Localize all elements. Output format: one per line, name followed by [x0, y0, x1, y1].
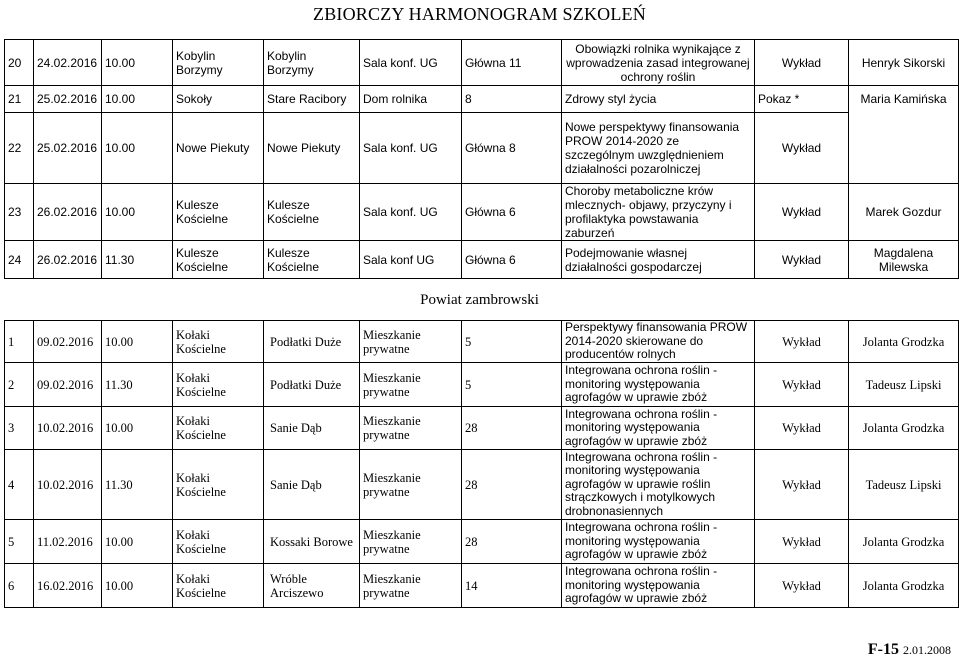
table-row [5, 184, 959, 241]
cell-time: 11.30 [102, 363, 173, 407]
cell-address: 28 [462, 520, 562, 564]
cell-town: Wróble Arciszewo [264, 564, 360, 608]
cell-gmina: Kulesze Kościelne [173, 184, 264, 241]
schedule-table-2 [4, 320, 959, 608]
table-row [5, 363, 959, 407]
cell-form: Wykład [755, 40, 849, 86]
cell-date: 26.02.2016 [34, 184, 102, 241]
cell-no: 6 [5, 564, 34, 608]
cell-topic: Integrowana ochrona roślin - monitoring występowania agrofagów w uprawie zbóż [562, 363, 755, 407]
cell-topic: Podejmowanie własnej działalności gospodarczej [562, 241, 755, 279]
cell-no: 20 [5, 40, 34, 86]
cell-topic: Zdrowy styl życia [562, 86, 755, 113]
table-row [5, 321, 959, 363]
cell-gmina: Kołaki Kościelne [173, 564, 264, 608]
cell-address: 5 [462, 321, 562, 363]
cell-date: 10.02.2016 [34, 407, 102, 450]
form-footer [868, 641, 951, 659]
cell-place: Mieszkanie prywatne [360, 407, 462, 450]
table-row [5, 86, 959, 113]
cell-time: 10.00 [102, 520, 173, 564]
cell-time: 10.00 [102, 564, 173, 608]
cell-place: Sala konf. UG [360, 40, 462, 86]
cell-address: Główna 11 [462, 40, 562, 86]
table-row [5, 450, 959, 520]
cell-town: Sanie Dąb [264, 450, 360, 520]
cell-time: 10.00 [102, 321, 173, 363]
cell-address: 8 [462, 86, 562, 113]
table-row [5, 113, 959, 184]
cell-date: 10.02.2016 [34, 450, 102, 520]
cell-topic: Integrowana ochrona roślin - monitoring występowania agrofagów w uprawie roślin strączkowych i motylkowych drobnonasiennych [562, 450, 755, 520]
page-title: ZBIORCZY HARMONOGRAM SZKOLEŃ [313, 4, 646, 24]
cell-time: 10.00 [102, 86, 173, 113]
cell-address: Główna 6 [462, 241, 562, 279]
cell-lecturer: Jolanta Grodzka [849, 520, 959, 564]
cell-place: Sala konf. UG [360, 113, 462, 184]
cell-place: Sala konf. UG [360, 184, 462, 241]
cell-place: Mieszkanie prywatne [360, 564, 462, 608]
table-row [5, 40, 959, 86]
cell-town: Nowe Piekuty [264, 113, 360, 184]
cell-gmina: Kołaki Kościelne [173, 520, 264, 564]
cell-topic: Nowe perspektywy finansowania PROW 2014-2020 ze szczególnym uwzględnieniem działalności pozarolniczej [562, 113, 755, 184]
cell-address: 28 [462, 450, 562, 520]
cell-address: Główna 8 [462, 113, 562, 184]
cell-town: Kulesze Kościelne [264, 184, 360, 241]
cell-time: 11.30 [102, 241, 173, 279]
cell-form: Wykład [755, 520, 849, 564]
cell-gmina: Kołaki Kościelne [173, 450, 264, 520]
cell-place: Mieszkanie prywatne [360, 450, 462, 520]
cell-date: 24.02.2016 [34, 40, 102, 86]
cell-date: 25.02.2016 [34, 86, 102, 113]
form-date: 2.01.2008 [903, 643, 951, 657]
cell-date: 09.02.2016 [34, 321, 102, 363]
cell-place: Dom rolnika [360, 86, 462, 113]
cell-form: Wykład [755, 241, 849, 279]
cell-gmina: Kobylin Borzymy [173, 40, 264, 86]
cell-date: 25.02.2016 [34, 113, 102, 184]
cell-address: 28 [462, 407, 562, 450]
cell-town: Kossaki Borowe [264, 520, 360, 564]
cell-no: 4 [5, 450, 34, 520]
cell-form: Wykład [755, 184, 849, 241]
cell-lecturer: Marek Gozdur [849, 184, 959, 241]
cell-address: 5 [462, 363, 562, 407]
cell-no: 2 [5, 363, 34, 407]
cell-gmina: Kołaki Kościelne [173, 321, 264, 363]
table-row [5, 241, 959, 279]
cell-form: Wykład [755, 407, 849, 450]
cell-town: Stare Racibory [264, 86, 360, 113]
cell-gmina: Nowe Piekuty [173, 113, 264, 184]
cell-lecturer: Magdalena Milewska [849, 241, 959, 279]
cell-no: 23 [5, 184, 34, 241]
cell-no: 21 [5, 86, 34, 113]
table-row [5, 564, 959, 608]
cell-date: 11.02.2016 [34, 520, 102, 564]
cell-gmina: Sokoły [173, 86, 264, 113]
cell-date: 09.02.2016 [34, 363, 102, 407]
cell-topic: Perspektywy finansowania PROW 2014-2020 skierowane do producentów rolnych [562, 321, 755, 363]
cell-town: Podłatki Duże [264, 363, 360, 407]
cell-topic: Integrowana ochrona roślin - monitoring występowania agrofagów w uprawie zbóż [562, 407, 755, 450]
form-code: F-15 [867, 641, 899, 658]
cell-town: Kobylin Borzymy [264, 40, 360, 86]
table-row [5, 407, 959, 450]
cell-lecturer: Jolanta Grodzka [849, 564, 959, 608]
cell-place: Mieszkanie prywatne [360, 321, 462, 363]
cell-no: 24 [5, 241, 34, 279]
cell-time: 10.00 [102, 40, 173, 86]
cell-town: Kulesze Kościelne [264, 241, 360, 279]
cell-lecturer: Tadeusz Lipski [849, 450, 959, 520]
cell-no: 3 [5, 407, 34, 450]
cell-place: Sala konf UG [360, 241, 462, 279]
cell-form: Wykład [755, 363, 849, 407]
cell-lecturer: Henryk Sikorski [849, 40, 959, 86]
cell-gmina: Kołaki Kościelne [173, 407, 264, 450]
cell-no: 1 [5, 321, 34, 363]
cell-date: 16.02.2016 [34, 564, 102, 608]
cell-form: Pokaz * [755, 86, 849, 113]
cell-time: 10.00 [102, 184, 173, 241]
cell-form: Wykład [755, 450, 849, 520]
table-row [5, 520, 959, 564]
schedule-table-1 [4, 39, 959, 279]
cell-form: Wykład [755, 321, 849, 363]
cell-lecturer: Tadeusz Lipski [849, 363, 959, 407]
cell-lecturer: Maria Kamińska [849, 86, 959, 184]
cell-time: 11.30 [102, 450, 173, 520]
cell-form: Wykład [755, 113, 849, 184]
cell-lecturer: Jolanta Grodzka [849, 407, 959, 450]
cell-lecturer: Jolanta Grodzka [849, 321, 959, 363]
cell-town: Podłatki Duże [264, 321, 360, 363]
cell-time: 10.00 [102, 407, 173, 450]
cell-topic: Integrowana ochrona roślin - monitoring występowania agrofagów w uprawie zbóż [562, 520, 755, 564]
cell-date: 26.02.2016 [34, 241, 102, 279]
cell-place: Mieszkanie prywatne [360, 363, 462, 407]
cell-gmina: Kulesze Kościelne [173, 241, 264, 279]
cell-topic: Choroby metaboliczne krów mlecznych- objawy, przyczyny i profilaktyka powstawania zaburzeń [562, 184, 755, 241]
cell-gmina: Kołaki Kościelne [173, 363, 264, 407]
cell-no: 5 [5, 520, 34, 564]
cell-form: Wykład [755, 564, 849, 608]
cell-address: Główna 6 [462, 184, 562, 241]
cell-topic: Integrowana ochrona roślin - monitoring występowania agrofagów w uprawie zbóż [562, 564, 755, 608]
section-heading: Powiat zambrowski [420, 292, 539, 308]
cell-time: 10.00 [102, 113, 173, 184]
cell-topic: Obowiązki rolnika wynikające z wprowadzenia zasad integrowanej ochrony roślin [562, 40, 755, 86]
cell-no: 22 [5, 113, 34, 184]
cell-town: Sanie Dąb [264, 407, 360, 450]
cell-place: Mieszkanie prywatne [360, 520, 462, 564]
cell-address: 14 [462, 564, 562, 608]
